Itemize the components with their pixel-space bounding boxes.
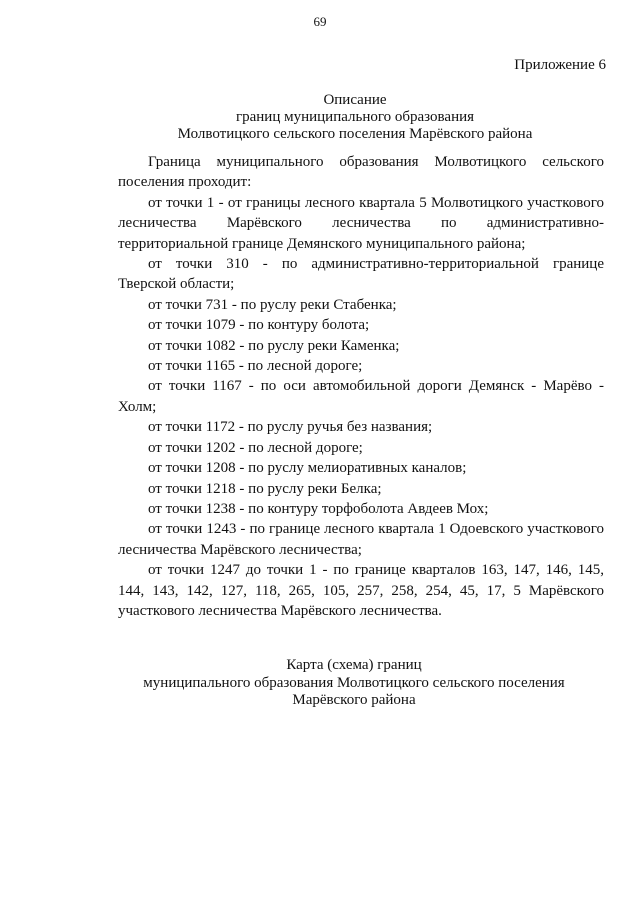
page-number: 69 [313,14,327,29]
paragraph-point-310: от точки 310 - по административно-территориальной границе Тверской области; [118,256,604,293]
paragraph-intro: Граница муниципального образования Молвотицкого сельского поселения проходит: [118,154,604,191]
map-title-line-2: муниципального образования Молвотицкого сельского поселения [143,674,565,691]
title-line-1: Описание [323,92,387,108]
paragraph-point-1247: от точки 1247 до точки 1 - по границе кварталов 163, 147, 146, 145, 144, 143, 142, 127, 118, 265, 105, 257, 258, 254, 45, 17, 5 Марёвского участкового лесничества Марёвского лесничества. [118,562,604,619]
appendix-label: Приложение 6 [514,57,606,73]
paragraph-point-1: от точки 1 - от границы лесного квартала 5 Молвотицкого участкового лесничества Марёвского лесничества по административно-территориальной границе Демянского муниципального района; [118,194,604,252]
map-title-line-3: Марёвского района [292,692,416,708]
paragraph-point-1202: от точки 1202 - по лесной дороге; [148,439,363,456]
document-title [0,92,640,143]
paragraph-point-1208: от точки 1208 - по руслу мелиоративных каналов; [148,460,467,477]
title-line-3: Молвотицкого сельского поселения Марёвского района [177,126,533,142]
paragraph-point-1167: от точки 1167 - по оси автомобильной дороги Демянск - Марёво - Холм; [118,378,604,415]
paragraph-point-1082: от точки 1082 - по руслу реки Каменка; [148,337,400,354]
paragraph-point-731: от точки 731 - по руслу реки Стабенка; [148,296,397,313]
paragraph-point-1165: от точки 1165 - по лесной дороге; [148,358,363,375]
paragraph-point-1238: от точки 1238 - по контуру торфоболота Авдеев Мох; [148,500,489,517]
paragraph-point-1079: от точки 1079 - по контуру болота; [148,317,370,334]
map-title-line-1: Карта (схема) границ [286,657,422,673]
paragraph-point-1172: от точки 1172 - по руслу ручья без названия; [148,419,433,436]
map-title [0,657,640,710]
boundary-description [118,152,604,621]
paragraph-point-1243: от точки 1243 - по границе лесного квартала 1 Одоевского участкового лесничества Марёвского лесничества; [118,521,604,558]
title-line-2: границ муниципального образования [235,109,475,125]
paragraph-point-1218: от точки 1218 - по руслу реки Белка; [148,480,382,497]
